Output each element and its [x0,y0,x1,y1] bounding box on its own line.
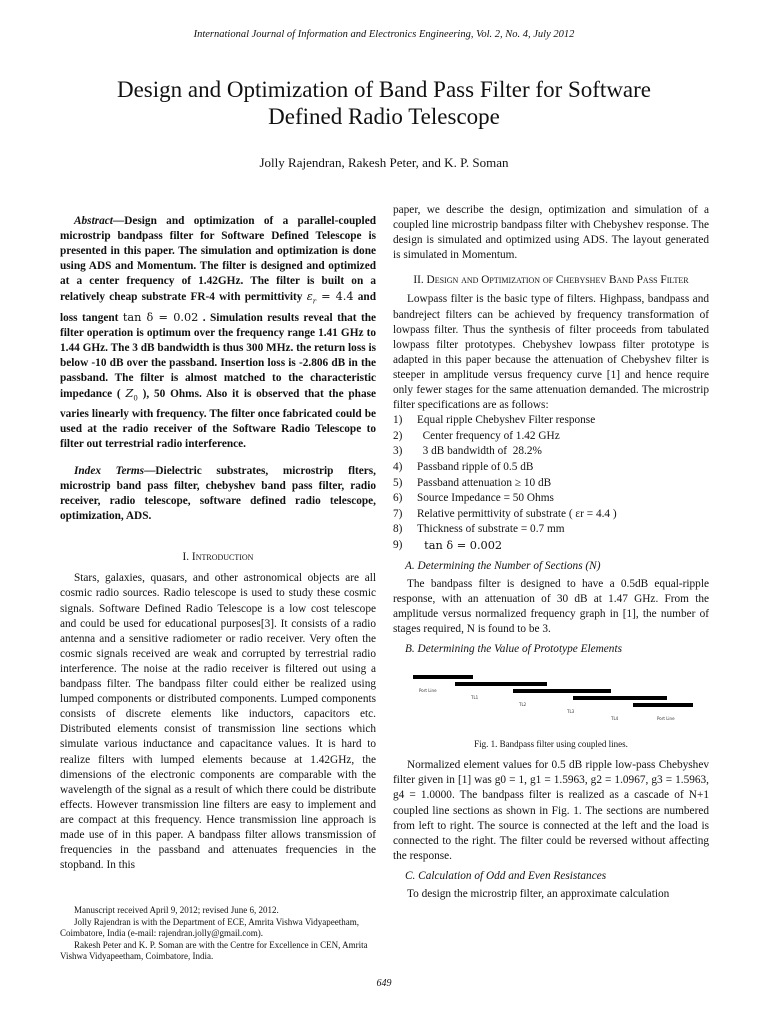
loss-tangent-expr: tan δ = 0.02 [122,310,199,324]
footnote-authors-2-3: Rakesh Peter and K. P. Soman are with the Centre for Excellence in CEN, Amrita Vishwa Vidyapeetham, Coimbatore, India. [60,939,368,961]
spec-item: 4) Passband ripple of 0.5 dB [393,461,534,473]
subsection-c-text: To design the microstrip filter, an approximate calculation [407,887,670,900]
page-number: 649 [376,978,392,989]
abstract [60,214,376,452]
index-terms [60,464,376,524]
index-terms-text: —Dielectric substrates, microstrip flters, microstrip band pass filter, chebyshev band pass filter, radio receiver, radio telescope, software defined radio telescope, optimization, ADS. [60,464,377,523]
subsection-a-heading: A. Determining the Number of Sections (N) [405,559,601,572]
title-line-1: Design and Optimization of Band Pass Filter for Software [116,77,652,102]
fig-label: TL4 [611,716,619,722]
section-1-heading: I. Introduction [182,551,254,564]
spec-item: 2) Center frequency of 1.42 GHz [393,429,560,442]
fig-label: Port Line [419,688,437,694]
spec-item: 3) 3 dB bandwidth of 28.2% [393,445,542,458]
footnotes [60,905,376,963]
spec-item: 6) Source Impedance = 50 Ohms [393,492,554,505]
fig-label: TL1 [471,695,479,701]
spec-list [393,413,709,553]
index-terms-label: Index Terms [74,464,145,477]
fig-label: TL2 [519,702,527,708]
epsilon-subscript: r [312,297,317,306]
subsection-b-heading: B. Determining the Value of Prototype Elements [405,643,622,656]
abstract-text-2: and loss tangent [60,291,376,324]
spec-item: 5) Passband attenuation ≥ 10 dB [393,476,552,489]
fig-label: Port Line [657,716,675,722]
spec-item: 8) Thickness of substrate = 0.7 mm [393,523,565,536]
coupled-line-3 [573,696,667,700]
figure-caption: Fig. 1. Bandpass filter using coupled lines. [474,739,628,750]
subsection-b-text: Normalized element values for 0.5 dB ripple low-pass Chebyshev filter given in [1] was g0 = 1, g1 = 1.5963, g2 = 1.0967, g3 = 1.5963, g4 = 1.0000. The bandpass filter is realized as a cascade of N+1 coupled line sections as shown in Fig. 1. The sections are numbered from left to right. The source is connected at the left and the load is connected to the right. The filter could be reversed without affecting the response. [393,759,709,862]
section-1-text: Stars, galaxies, quasars, and other astronomical objects are all cosmic radio sources. Radio telescope is used to study these cosmic signals. Software Defined Radio Telescope is a low cost telescope and could be used for educational purposes[3]. It consists of a radio antenna and a sensitive radiometer or radio receiver. Very often the cosmic signals received are weak and corrupted by terrestrial radio interference. The noise at the radio receiver is filtered out using a bandpass filter. The bandpass filter could either be realized using lumped components or distributed components. Lumped components consists of discrete elements like inductors, capacitors etc. Distributed elements consist of transmission line sections which simulate various inductance and capacitance values. It is hard to realize filters with lumped elements because at 1.42GHz, the dimensions of the electronic components are comparable with the wavelength of the signal as a result of which there could be distribute effects. However transmission line filters are easy to implement and are compact at this frequency. Hence transmission line approach is made use of in this paper. A bandpass filter allows transmission of frequencies in the passband and attenuates frequencies in the stopband. In this [60,572,376,872]
section-2-text: Lowpass filter is the basic type of filters. Highpass, bandpass and bandreject filters can be achieved by frequency transformation of lowpass filter. Thus the synthesis of filter proceeds from tabulated lowpass filter prototypes. Chebyshev lowpass filter prototype is adapted in this paper because the attenuation of Chebyshev filter is steeper in amplitude versus frequency curve [1] and hence require only fewer stages for the same attenuation demanded. The microstrip filter specifications are as follows: [393,293,709,412]
right-column [393,203,709,902]
spec-item: 7) Relative permittivity of substrate ( εr = 4.4 ) [393,507,617,520]
abstract-text-4: ), 50 Ohms. Also it is observed that the phase varies linearly with frequency. The filter once fabricated could be used at the radio receiver of the Software Radio Telescope to filter out terrestrial radio interference. [60,388,377,450]
impedance-symbol: Z [125,387,134,401]
epsilon-value: = 4.4 [316,290,354,304]
section-2-heading: II. Design and Optimization of Chebyshev Band Pass Filter [413,274,689,287]
fig-label: TL3 [567,709,575,715]
epsilon-symbol: ε [306,290,313,304]
abstract-text-3: . Simulation results reveal that the filter operation is optimum over the frequency range 1.41 GHz to 1.44 GHz. The 3 dB bandwidth is thus 300 MHz. the return loss is below -10 dB over the passband. Insertion loss is -2.806 dB in the passband. The filter is almost matched to the characteristic impedance ( [60,311,377,401]
subsection-a-text: The bandpass filter is designed to have a 0.5dB equal-ripple response, with an attenuation of 30 dB at 1.47 GHz. From the amplitude versus normalized frequency graph in [1], the number of stages required, N is found to be 3. [393,577,709,635]
spec-item: 1) Equal ripple Chebyshev Filter response [393,414,596,427]
footnote-author-1: Jolly Rajendran is with the Department of ECE, Amrita Vishwa Vidyapeetham, Coimbatore, India (e-mail: rajendran.jolly@gmail.com). [60,916,360,938]
port-line-right [633,703,693,707]
port-line-left [413,675,473,679]
paper-title [40,76,728,130]
author-list: Jolly Rajendran, Rakesh Peter, and K. P. Soman [259,155,509,170]
subsection-c-heading: C. Calculation of Odd and Even Resistances [405,869,607,882]
coupled-line-figure [393,663,709,735]
impedance-subscript: 0 [133,394,138,403]
spec-item: 9) tan δ = 0.002 [393,538,503,552]
coupled-line-2 [513,689,611,693]
title-line-2: Defined Radio Telescope [268,104,500,129]
abstract-label: Abstract [74,215,113,227]
footnote-received: Manuscript received April 9, 2012; revised June 6, 2012. [74,905,279,915]
left-column [60,214,376,873]
journal-header: International Journal of Information and Electronics Engineering, Vol. 2, No. 4, July 2012 [193,29,575,40]
abstract-text-1: —Design and optimization of a parallel-coupled microstrip bandpass filter for Software Defined Telescope is presented in this paper. The simulation and optimization is done using ADS and Momentum. The filter is designed and optimized at a center frequency of 1.42GHz. The filter is built on a relatively cheap substrate FR-4 with permittivity [60,215,376,304]
intro-continued: paper, we describe the design, optimization and simulation of a coupled line microstrip bandpass filter with Chebyshev response. The design is simulated and optimized using ADS. The layout generated is simulated in Momentum. [393,204,709,262]
coupled-line-1 [455,682,547,686]
